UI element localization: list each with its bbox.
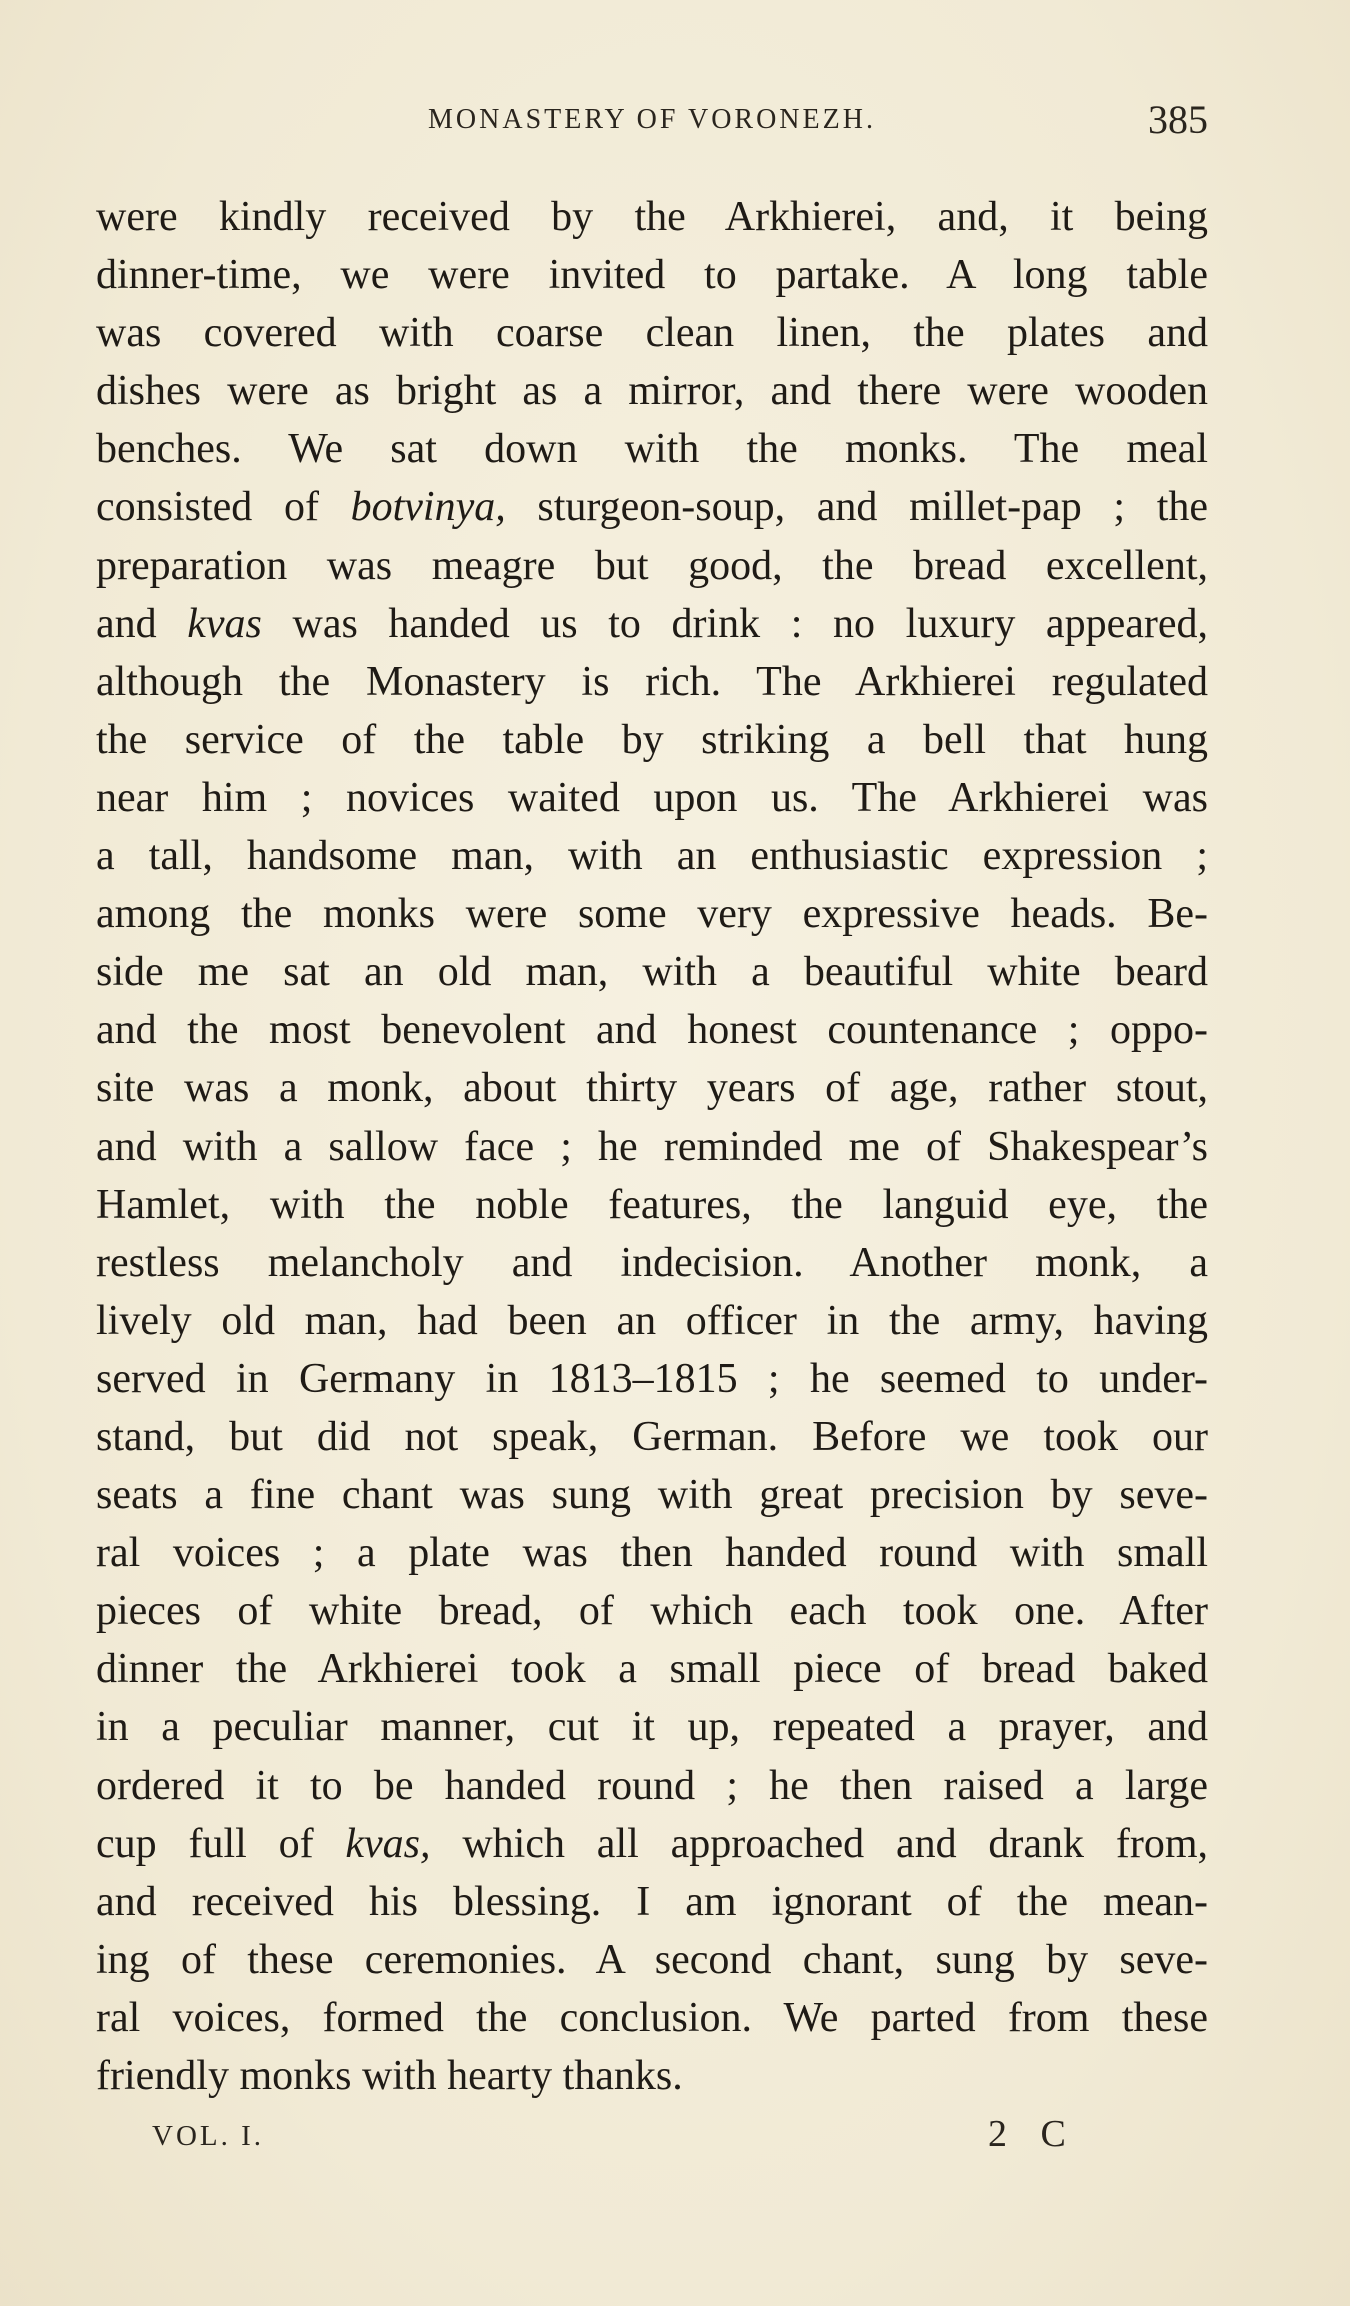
text-line: Hamlet, with the noble features, the languid eye, the [96, 1181, 1208, 1228]
text-line: and received his blessing. I am ignorant of the mean- [96, 1878, 1208, 1925]
text-line: ing of these ceremonies. A second chant, sung by seve- [96, 1936, 1208, 1983]
text-line: ral voices ; a plate was then handed round with small [96, 1530, 1208, 1577]
text-line: dishes were as bright as a mirror, and there were wooden [96, 368, 1208, 415]
text-line: benches. We sat down with the monks. The meal [96, 426, 1208, 473]
text-line: served in Germany in 1813–1815 ; he seemed to under- [96, 1355, 1208, 1402]
text-segment: was handed us to drink : no luxury appeared, [261, 600, 1208, 647]
text-line: in a peculiar manner, cut it up, repeated a prayer, and [96, 1704, 1208, 1751]
text-line: friendly monks with hearty thanks. [96, 2053, 683, 2099]
text-line: dinner the Arkhierei took a small piece of bread baked [96, 1646, 1208, 1693]
text-line: seats a fine chant was sung with great precision by seve- [96, 1472, 1208, 1519]
text-line: ordered it to be handed round ; he then raised a large [96, 1762, 1208, 1809]
text-line: dinner-time, we were invited to partake. A long table [96, 252, 1208, 299]
text-segment: cup full of [96, 1820, 346, 1867]
text-line: was covered with coarse clean linen, the plates and [96, 310, 1208, 357]
italic-term: kvas, [345, 1820, 431, 1867]
text-line: stand, but did not speak, German. Before we took our [96, 1413, 1208, 1460]
body-text [96, 188, 1208, 2105]
text-line: site was a monk, about thirty years of age, rather stout, [96, 1065, 1208, 1112]
text-line: near him ; novices waited upon us. The Arkhierei was [96, 774, 1208, 821]
signature-mark: 2 C [988, 2113, 1078, 2155]
text-line: pieces of white bread, of which each took one. After [96, 1588, 1208, 1635]
text-line [96, 1815, 1208, 1873]
page-footer [96, 2113, 1208, 2170]
text-segment: consisted of [96, 484, 351, 531]
text-line: preparation was meagre but good, the bread excellent, [96, 542, 1208, 589]
text-line: and with a sallow face ; he reminded me of Shakespear’s [96, 1123, 1208, 1170]
text-line [96, 478, 1208, 536]
italic-term: botvinya, [350, 484, 506, 531]
text-line: were kindly received by the Arkhierei, and, it being [96, 194, 1208, 240]
running-head: MONASTERY OF VORONEZH. [428, 104, 876, 135]
text-line: ral voices, formed the conclusion. We parted from these [96, 1994, 1208, 2041]
text-line: and the most benevolent and honest countenance ; oppo- [96, 1007, 1208, 1054]
text-line: lively old man, had been an officer in the army, having [96, 1297, 1208, 1344]
text-line: side me sat an old man, with a beautiful white beard [96, 949, 1208, 996]
text-line: the service of the table by striking a bell that hung [96, 716, 1208, 763]
page-header [96, 98, 1208, 148]
page-number: 385 [1148, 97, 1208, 142]
text-line: a tall, handsome man, with an enthusiastic expression ; [96, 833, 1208, 880]
volume-label: VOL. I. [152, 2120, 265, 2152]
text-line: among the monks were some very expressive heads. Be- [96, 891, 1208, 938]
text-line [96, 595, 1208, 653]
text-segment: which all approached and drank from, [430, 1820, 1208, 1867]
italic-term: kvas [187, 600, 262, 647]
text-line: restless melancholy and indecision. Another monk, a [96, 1239, 1208, 1286]
text-line: although the Monastery is rich. The Arkhierei regulated [96, 658, 1208, 705]
text-segment: sturgeon-soup, and millet-pap ; the [505, 484, 1209, 531]
text-segment: and [96, 600, 188, 647]
